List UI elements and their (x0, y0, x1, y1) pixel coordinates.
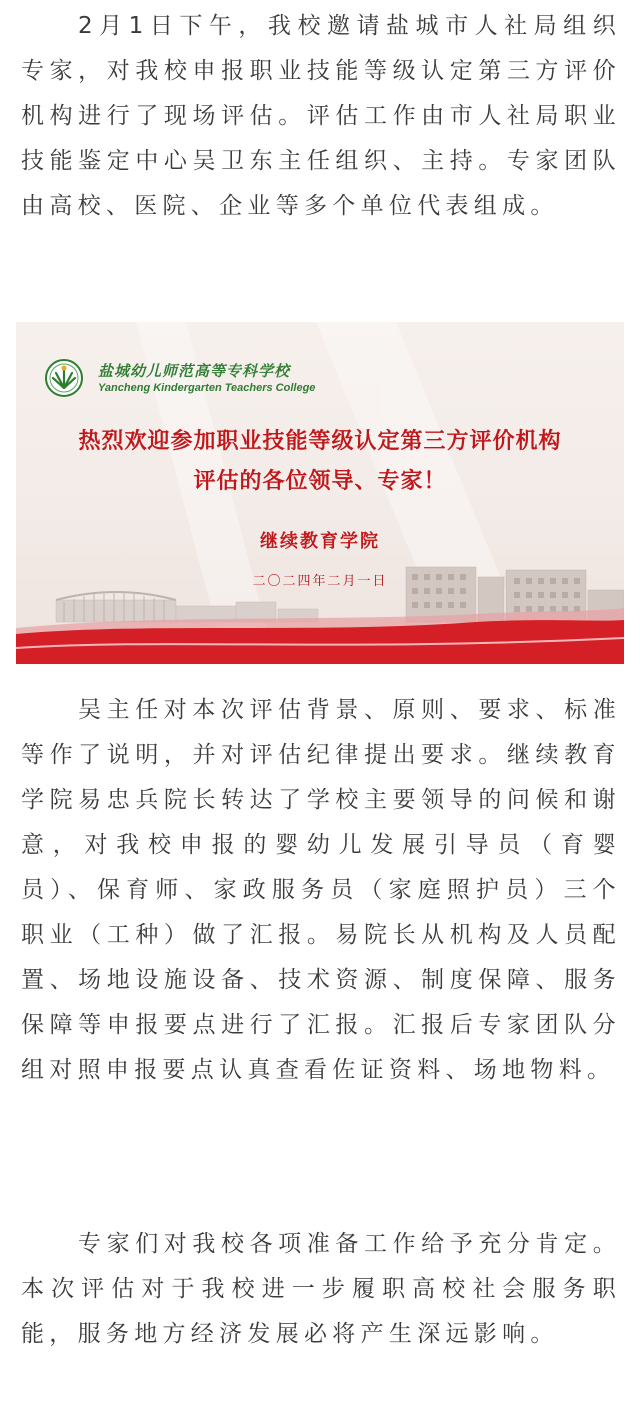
school-name-cn: 盐城幼儿师范高等专科学校 (98, 362, 291, 380)
banner-organizer: 继续教育学院 (260, 531, 380, 552)
campus-buildings-left (56, 592, 318, 622)
paragraph-intro: 2月1日下午，我校邀请盐城市人社局组织专家，对我校申报职业技能等级认定第三方评价机构进行了现场评估。评估工作由市人社局职业技能鉴定中心吴卫东主任组织、主持。专家团队由高校、医院、企业等多个单位代表组成。 (21, 13, 621, 219)
paragraph-report: 吴主任对本次评估背景、原则、要求、标准等作了说明，并对评估纪律提出要求。继续教育学院易忠兵院长转达了学校主要领导的问候和谢意，对我校申报的婴幼儿发展引导员（育婴员）、保育师、家政服务员（家庭照护员）三个职业（工种）做了汇报。易院长从机构及人员配置、场地设施设备、技术资源、制度保障、服务保障等申报要点进行了汇报。汇报后专家团队分组对照申报要点认真查看佐证资料、场地物料。 (21, 697, 621, 1083)
school-name-en: Yancheng Kindergarten Teachers College (98, 382, 316, 394)
banner-date: 二〇二四年二月一日 (252, 574, 388, 589)
banner-headline-line2: 评估的各位领导、专家！ (193, 468, 447, 494)
welcome-banner-image (16, 322, 624, 664)
paragraph-conclusion: 专家们对我校各项准备工作给予充分肯定。本次评估对于我校进一步履职高校社会服务职能，服务地方经济发展必将产生深远影响。 (21, 1231, 621, 1347)
school-logo-text (46, 356, 316, 406)
banner-headline-line1: 热烈欢迎参加职业技能等级认定第三方评价机构 (78, 428, 562, 454)
